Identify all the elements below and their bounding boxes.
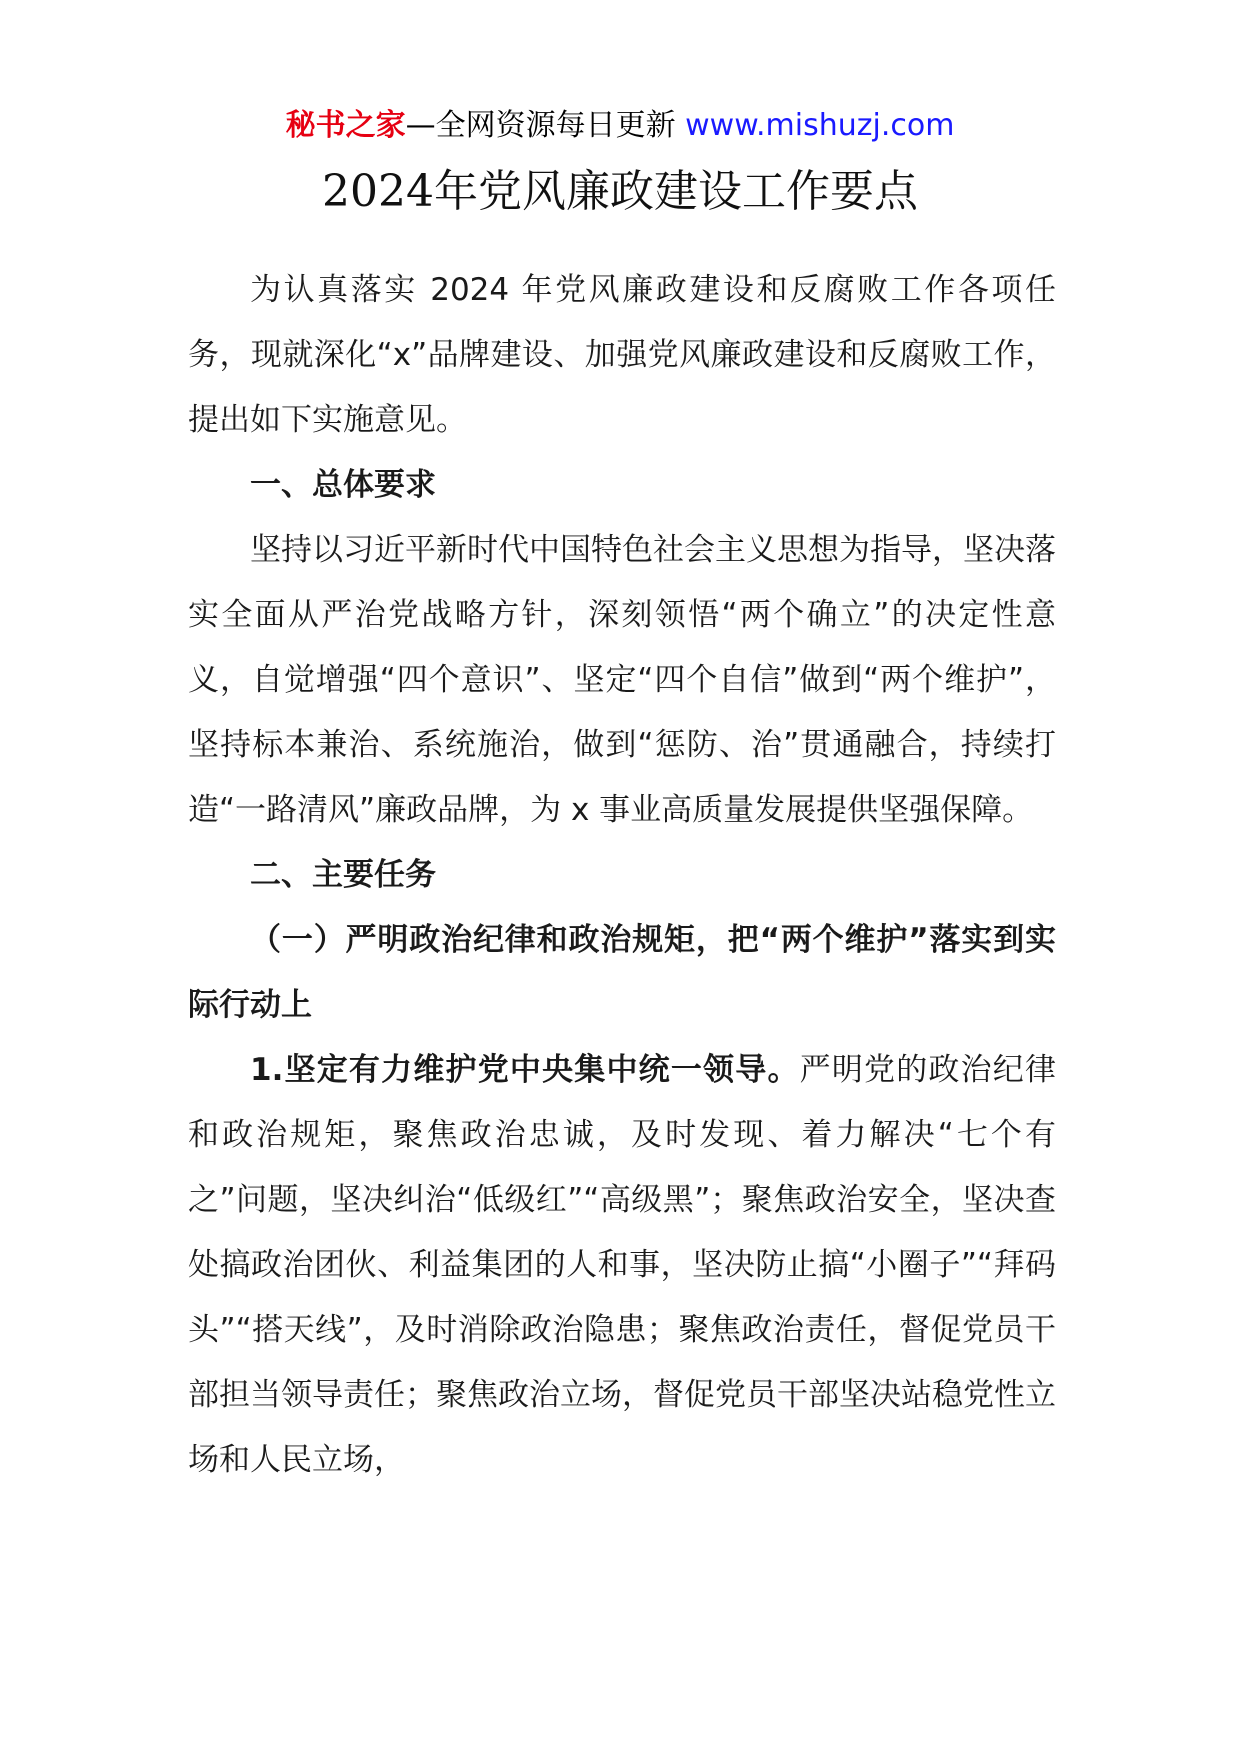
section-heading-tasks: 二、主要任务 (250, 857, 436, 893)
intro-paragraph: 为认真落实 2024 年党风廉政建设和反腐败工作各项任务，现就深化“x”品牌建设、加强党风廉政建设和反腐败工作，提出如下实施意见。 (188, 272, 1056, 438)
item-1-lead: 1.坚定有力维护党中央集中统一领导。 (250, 1052, 800, 1088)
header-tagline: —全网资源每日更新 (405, 108, 686, 143)
title-text: 年党风廉政建设工作要点 (433, 166, 918, 217)
document-title (0, 162, 1240, 222)
item-1-text: 严明党的政治纪律和政治规矩，聚焦政治忠诚，及时发现、着力解决“七个有之”问题，坚决纠治“低级红”“高级黑”；聚焦政治安全，坚决查处搞政治团伙、利益集团的人和事，坚决防止搞“小圈子”“拜码头”“搭天线”，及时消除政治隐患；聚焦政治责任，督促党员干部担当领导责任；聚焦政治立场，督促党员干部坚决站稳党性立场和人民立场， (188, 1052, 1056, 1478)
general-requirements-paragraph: 坚持以习近平新时代中国特色社会主义思想为指导，坚决落实全面从严治党战略方针，深刻领悟“两个确立”的决定性意义，自觉增强“四个意识”、坚定“四个自信”做到“两个维护”，坚持标本兼治、系统施治，做到“惩防、治”贯通融合，持续打造“一路清风”廉政品牌，为 x 事业高质量发展提供坚强保障。 (188, 532, 1056, 828)
site-url[interactable]: www.mishuzj.com (685, 108, 955, 143)
title-year: 2024 (322, 166, 434, 217)
site-header (0, 104, 1240, 148)
item-1-paragraph (188, 1038, 1056, 1493)
document-body (188, 258, 1056, 1493)
section-heading-general: 一、总体要求 (250, 467, 436, 503)
brand-name: 秘书之家 (285, 108, 406, 143)
subsection-heading-1: （一）严明政治纪律和政治规矩，把“两个维护”落实到实际行动上 (188, 922, 1056, 1023)
